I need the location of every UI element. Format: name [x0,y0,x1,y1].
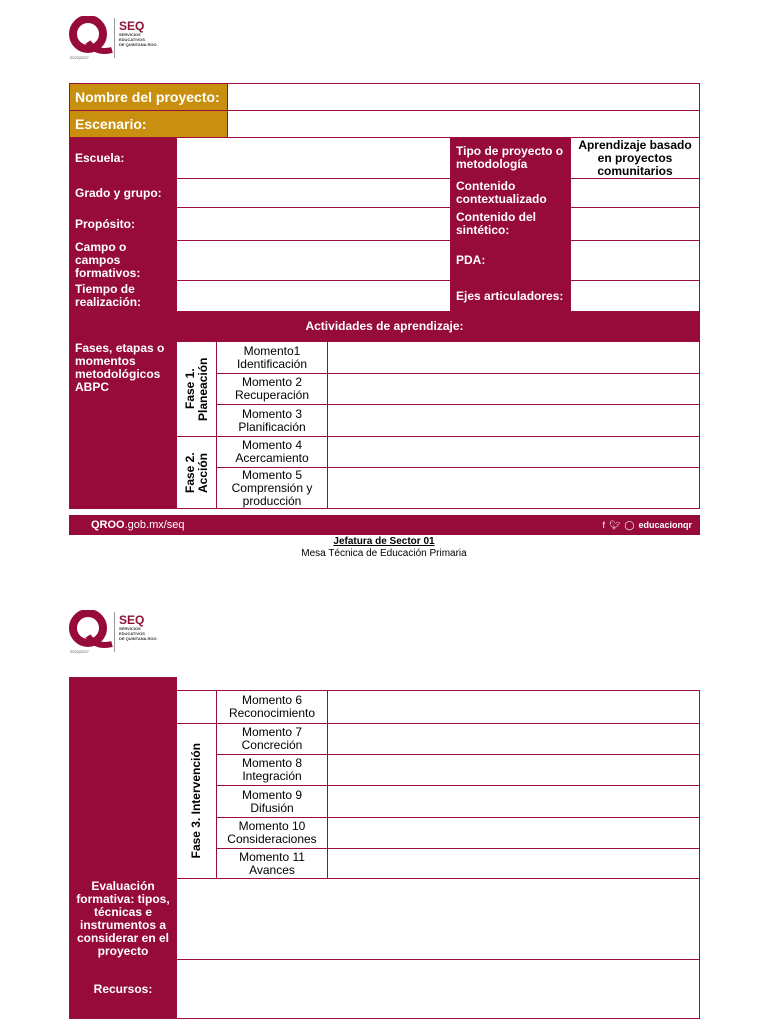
moment-9-input[interactable] [327,785,700,818]
moment-2-input[interactable] [327,373,700,405]
contextual-content-input[interactable] [570,178,700,208]
footer-url-brand: QROO [91,519,125,531]
phases-continuation [69,677,177,879]
activities-header: Actividades de aprendizaje: [69,311,700,342]
project-type-value: Aprendizaje basado en proyectos comunitarios [570,137,700,179]
moment-6: Momento 6 Reconocimiento [216,690,328,724]
phase3-cell [176,723,217,879]
logo-line1: SERVICIOS [119,626,141,631]
logo-line3: DE QUINTANA ROO [119,42,157,47]
logo-years: 2022|2027 [70,649,89,654]
synthetic-content-input[interactable] [570,207,700,241]
phase2-label: Fase 2. Acción [182,452,210,493]
moment-8: Momento 8 Integración [216,754,328,786]
moment-1-input[interactable] [327,341,700,374]
fields-input[interactable] [176,240,451,281]
evaluation-input[interactable] [176,878,700,960]
project-name-label: Nombre del proyecto: [69,83,228,111]
time-label: Tiempo de realización: [69,280,177,312]
logo-acronym: SEQ [119,19,145,33]
moment-6-input[interactable] [327,690,700,724]
qroo-logo-icon [66,610,114,650]
moment-7: Momento 7 Concreción [216,723,328,755]
phase1-cell [176,341,217,437]
logo-line2: EDUCATIVOS [119,631,145,636]
school-label: Escuela: [69,137,177,179]
grade-label: Grado y grupo: [69,178,177,208]
moment-3-input[interactable] [327,404,700,437]
fields-label: Campo o campos formativos: [69,240,177,281]
logo-line2: EDUCATIVOS [119,37,145,42]
school-input[interactable] [176,137,451,179]
instagram-icon[interactable]: ◯ [624,519,635,530]
scenario-input[interactable] [227,110,700,138]
moment-5: Momento 5 Comprensión y producción [216,467,328,509]
moment-5-input[interactable] [327,467,700,509]
logo-divider [114,612,115,652]
moment-7-input[interactable] [327,723,700,755]
purpose-label: Propósito: [69,207,177,241]
moment-11: Momento 11 Avances [216,848,328,879]
evaluation-label: Evaluación formativa: tipos, técnicas e instrumentos a considerar en el proyecto [69,878,177,960]
resources-label: Recursos: [69,959,177,1019]
phase1-label: Fase 1. Planeación [182,357,210,421]
logo-divider [114,18,115,58]
seq-logo-page2 [66,610,176,654]
facebook-icon[interactable]: f [602,520,605,530]
footer-line1: Jefatura de Sector 01 [333,536,435,547]
moment-10-input[interactable] [327,817,700,849]
twitter-icon[interactable]: 🐦︎ [608,519,621,530]
grade-input[interactable] [176,178,451,208]
logo-acronym: SEQ [119,613,145,627]
contextual-content-label: Contenido contextualizado [450,178,571,208]
pda-input[interactable] [570,240,700,281]
phase3-top-cell [176,690,217,724]
moment-9: Momento 9 Difusión [216,785,328,818]
moment-1: Momento1 Identificación [216,341,328,374]
footer-social-handle: educacionqr [638,520,692,530]
purpose-input[interactable] [176,207,451,241]
phase3-label: Fase 3. Intervención [189,743,203,859]
moment-2: Momento 2 Recuperación [216,373,328,405]
logo-line3: DE QUINTANA ROO [119,636,157,641]
qroo-logo-icon [66,16,114,56]
moment-11-input[interactable] [327,848,700,879]
moment-10: Momento 10 Consideraciones [216,817,328,849]
resources-input[interactable] [176,959,700,1019]
project-name-input[interactable] [227,83,700,111]
synthetic-content-label: Contenido del sintético: [450,207,571,241]
moment-4-input[interactable] [327,436,700,468]
phases-label: Fases, etapas o momentos metodológicos ABPC [69,341,177,509]
footer-url[interactable] [91,519,185,531]
axes-label: Ejes articuladores: [450,280,571,312]
axes-input[interactable] [570,280,700,312]
project-type-label: Tipo de proyecto o metodología [450,137,571,179]
phase2-cell [176,436,217,509]
footer-url-rest: .gob.mx/seq [124,519,185,531]
moment-8-input[interactable] [327,754,700,786]
footer-social [602,520,692,531]
scenario-label: Escenario: [69,110,228,138]
logo-line1: SERVICIOS [119,32,141,37]
seq-logo [66,16,176,60]
logo-years: 2022|2027 [70,55,89,60]
moment-3: Momento 3 Planificación [216,404,328,437]
moment-4: Momento 4 Acercamiento [216,436,328,468]
pda-label: PDA: [450,240,571,281]
footer-bar [69,515,700,535]
time-input[interactable] [176,280,451,312]
footer-line2: Mesa Técnica de Educación Primaria [301,548,467,559]
